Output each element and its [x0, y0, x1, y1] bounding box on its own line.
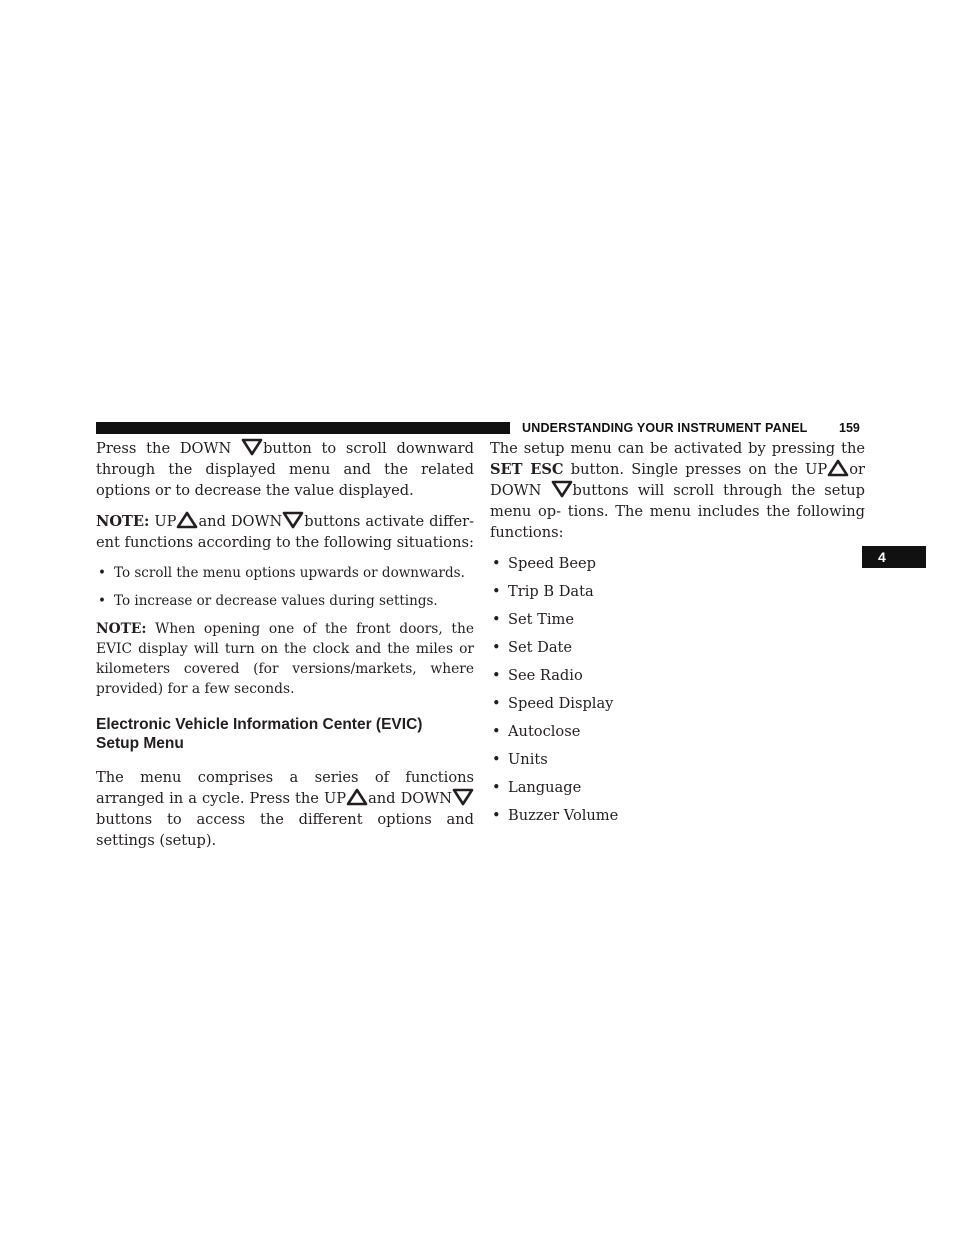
note-front-doors: NOTE: When opening one of the front doors, the EVIC display will turn on the clock and the miles or kilometers covered (for versions/markets, where provided) for a few seconds. [96, 621, 475, 697]
list-item: • See Radio [492, 667, 583, 684]
chapter-tab: 4 [862, 546, 926, 568]
paragraph-down-button: Press the DOWN button to scroll downward through the displayed menu and the related options or to decrease the value displayed. [96, 440, 474, 499]
left-column [96, 438, 474, 861]
page-number: 159 [839, 421, 860, 435]
note-up-down-buttons: NOTE: UP and DOWN buttons activate differ- ent functions according to the following situations: [96, 513, 475, 551]
up-triangle-icon [346, 788, 368, 806]
list-item: • Set Time [492, 611, 575, 628]
paragraph-menu-cycle: The menu comprises a series of functions arranged in a cycle. Press the UP and DOWN buttons to access the different options and settings (setup). [96, 769, 474, 849]
section-heading: Electronic Vehicle Information Center (EVIC) Setup Menu [96, 716, 423, 752]
list-item: • Buzzer Volume [492, 807, 619, 824]
list-item: • To increase or decrease values during settings. [98, 593, 438, 609]
up-triangle-icon [176, 511, 198, 529]
setup-functions-list [490, 553, 865, 826]
situation-list [96, 563, 474, 611]
section-header-title: UNDERSTANDING YOUR INSTRUMENT PANEL [522, 421, 808, 435]
list-item: • Speed Beep [492, 555, 596, 572]
list-item: • Trip B Data [492, 583, 594, 600]
list-item: • Units [492, 751, 548, 768]
down-triangle-icon [551, 480, 573, 498]
down-triangle-icon [282, 511, 304, 529]
list-item: • Autoclose [492, 723, 581, 740]
list-item: • Speed Display [492, 695, 614, 712]
set-esc-label: SET ESC [490, 461, 564, 478]
down-triangle-icon [452, 788, 474, 806]
paragraph-setup-menu: The setup menu can be activated by pressing the SET ESC button. Single presses on the UP or DOWN buttons will scroll through the setup menu op- tions. The menu includes the following functions: [490, 440, 866, 541]
list-item: • Language [492, 779, 582, 796]
list-item: • Set Date [492, 639, 573, 656]
header-rule [96, 422, 510, 434]
list-item: • To scroll the menu options upwards or downwards. [98, 565, 465, 581]
right-column [490, 438, 865, 833]
up-triangle-icon [827, 459, 849, 477]
down-triangle-icon [241, 438, 263, 456]
